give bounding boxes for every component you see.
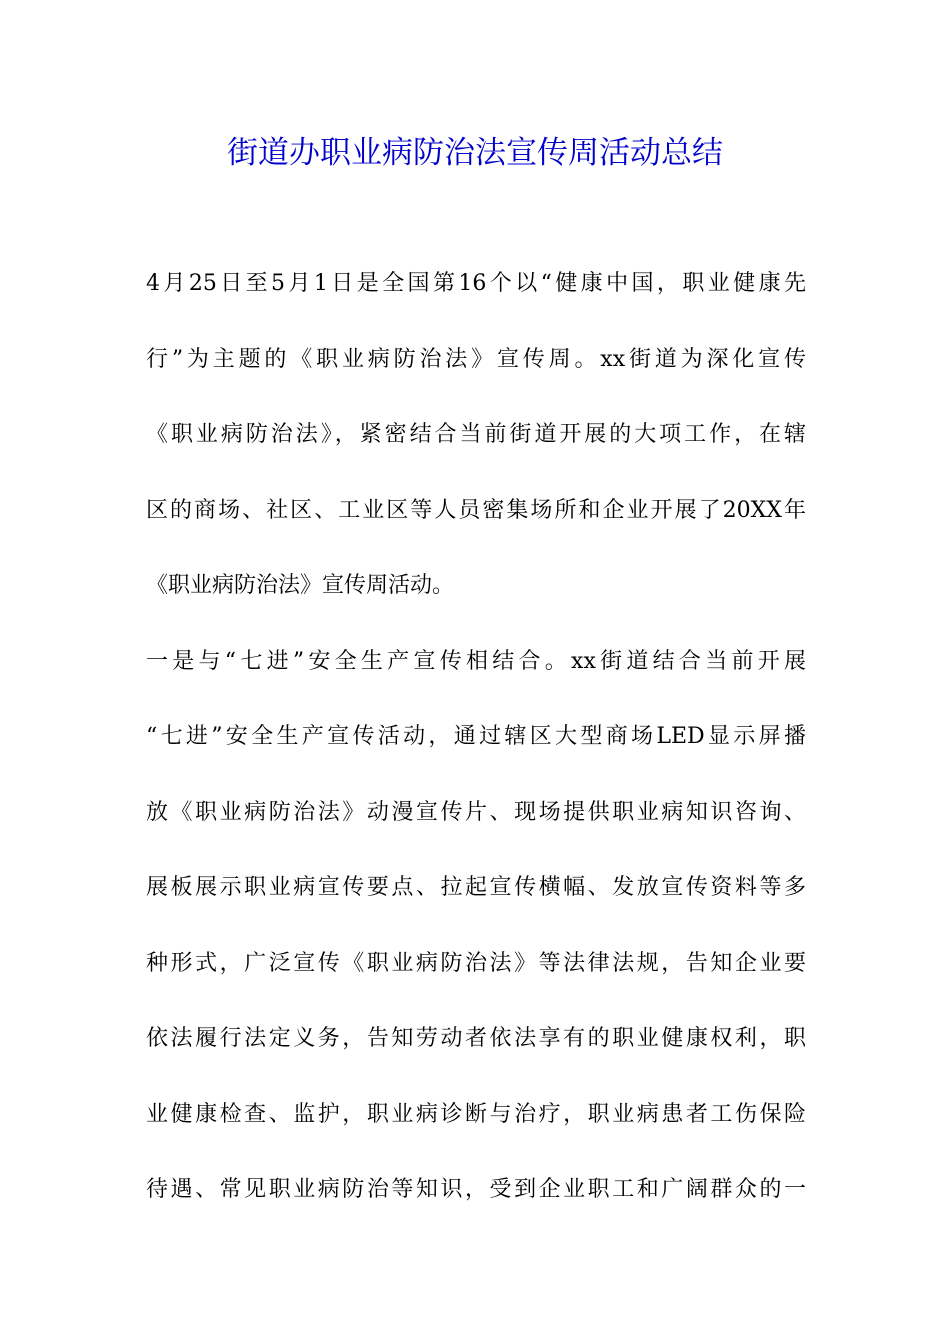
document-body xyxy=(146,246,806,1228)
paragraph-2-line-4: 展板展示职业病宣传要点、拉起宣传横幅、发放宣传资料等多 xyxy=(146,875,806,900)
document-title: 街道办职业病防治法宣传周活动总结 xyxy=(227,135,723,171)
paragraph-2-line-5: 种形式，广泛宣传《职业病防治法》等法律法规，告知企业要 xyxy=(146,950,806,976)
paragraph-2-line-8: 待遇、常见职业病防治等知识，受到企业职工和广阔群众的一 xyxy=(146,1177,806,1202)
paragraph-2-line-2: “七进”安全生产宣传活动，通过辖区大型商场LED显示屏播 xyxy=(146,724,806,749)
paragraph-1-line-4: 区的商场、社区、工业区等人员密集场所和企业开展了20XX年 xyxy=(146,497,806,523)
paragraph-2-line-1: 一是与“七进”安全生产宣传相结合。xx街道结合当前开展 xyxy=(146,648,806,674)
paragraph-1-line-1: 4月25日至5月1日是全国第16个以“健康中国，职业健康先 xyxy=(146,271,806,296)
paragraph-1-line-3: 《职业病防治法》，紧密结合当前街道开展的大项工作，在辖 xyxy=(146,422,806,447)
paragraph-2-line-7: 业健康检查、监护，职业病诊断与治疗，职业病患者工伤保险 xyxy=(146,1101,806,1127)
paragraph-1-line-2: 行”为主题的《职业病防治法》宣传周。xx街道为深化宣传 xyxy=(146,346,806,372)
paragraph-2-line-6: 依法履行法定义务，告知劳动者依法享有的职业健康权利，职 xyxy=(146,1026,806,1051)
paragraph-2-line-3: 放《职业病防治法》动漫宣传片、现场提供职业病知识咨询、 xyxy=(146,799,806,825)
paragraph-1-line-5: 《职业病防治法》宣传周活动。 xyxy=(146,573,455,598)
